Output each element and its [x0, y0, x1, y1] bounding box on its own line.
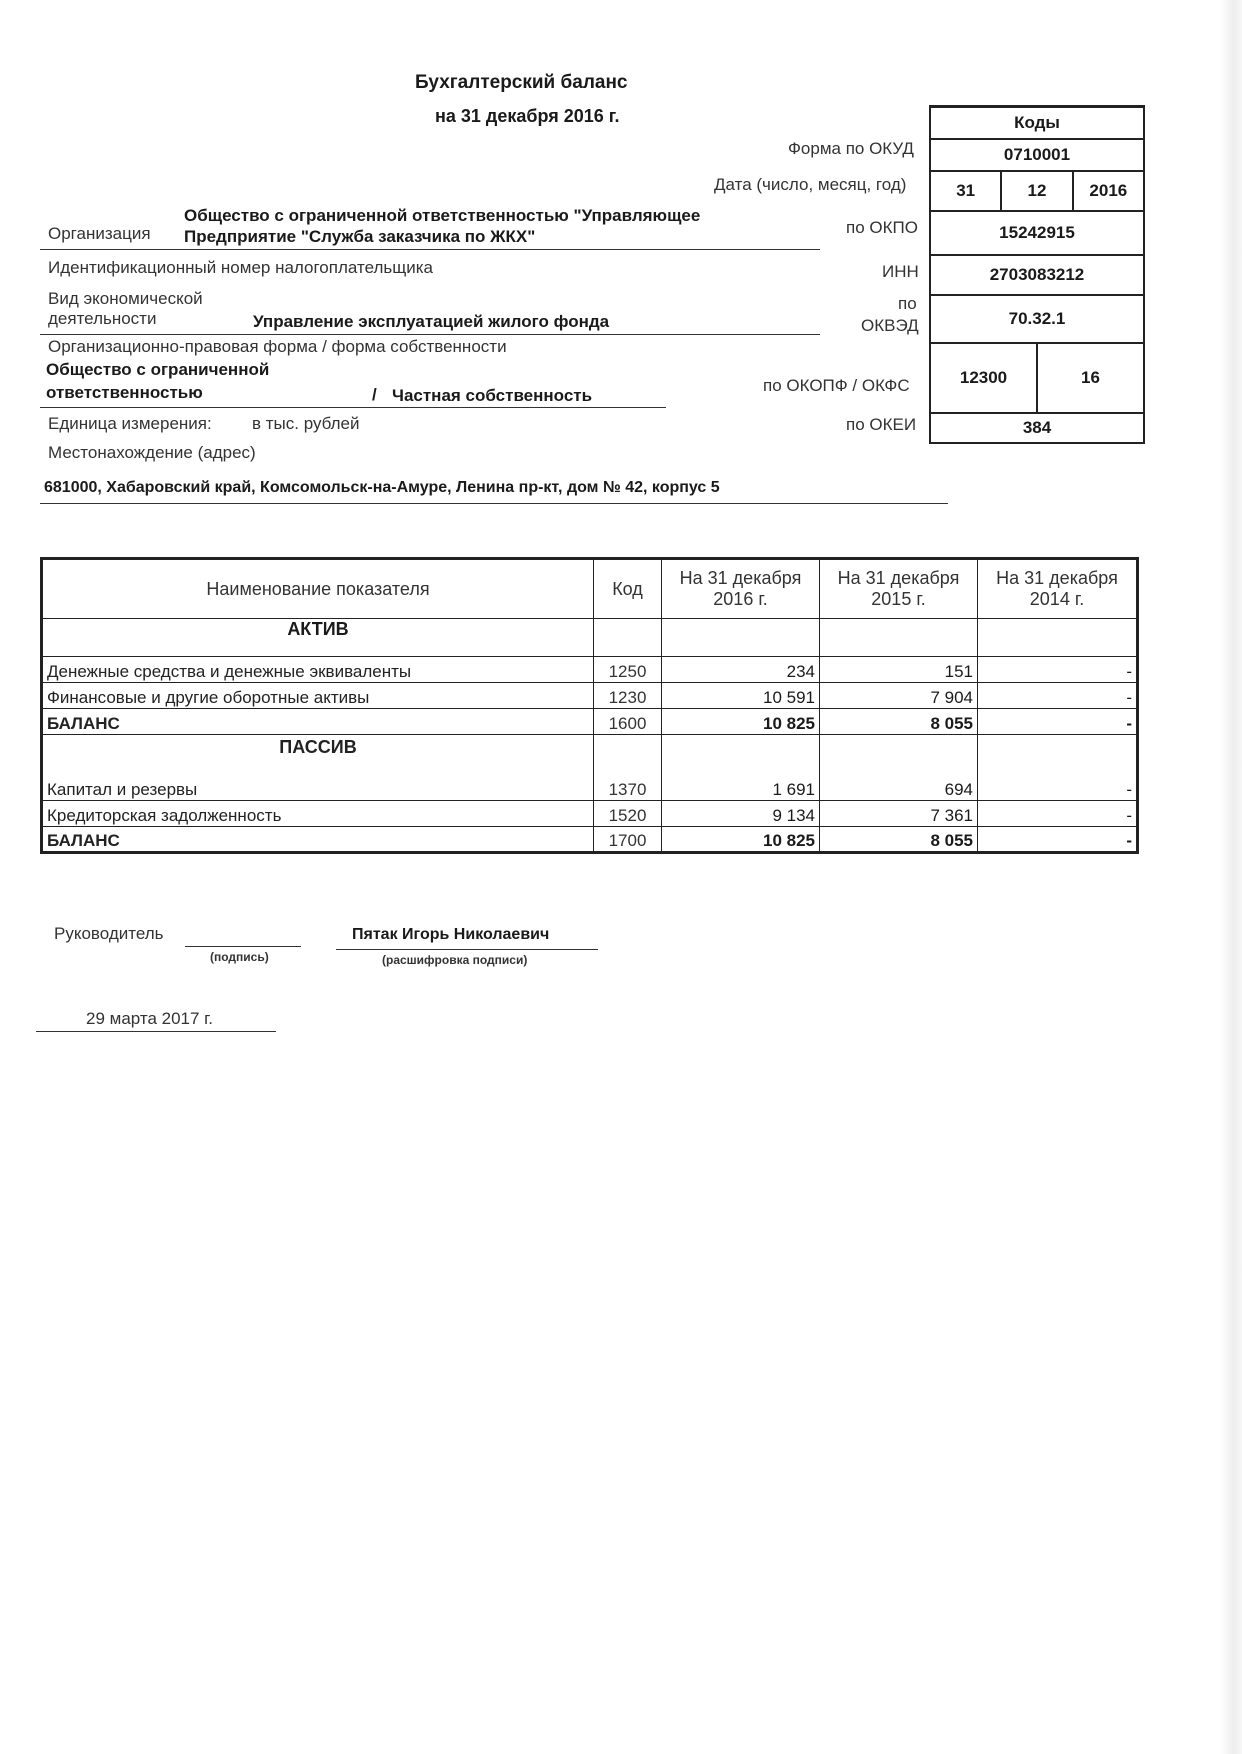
okei-code: 384 [1022, 418, 1052, 437]
row-code: 1230 [594, 683, 662, 709]
table-header-row [42, 559, 1138, 619]
table-row [42, 801, 1138, 827]
unit-label: Единица измерения: [48, 414, 212, 433]
signature-date: 29 марта 2017 г. [86, 1009, 214, 1028]
okopf-label: по ОКОПФ / ОКФС [763, 376, 910, 395]
inn-label: ИНН [882, 262, 919, 281]
ownership-value: Частная собственность [392, 386, 593, 405]
row-name: Денежные средства и денежные эквиваленты [42, 657, 594, 683]
date-year: 2016 [1072, 172, 1143, 210]
row-name: БАЛАНС [42, 827, 594, 853]
head-name-underline [336, 949, 598, 950]
row-2014: - [978, 801, 1138, 827]
row-2015: 7 904 [820, 683, 978, 709]
section-active: АКТИВ [42, 619, 594, 657]
col-name-header: Наименование показателя [42, 559, 594, 619]
legal-form-2: ответственностью [46, 383, 203, 402]
inn-field-label: Идентификационный номер налогоплательщика [48, 258, 433, 277]
row-code: 1520 [594, 801, 662, 827]
row-code: 1700 [594, 827, 662, 853]
head-name-caption: (расшифровка подписи) [382, 953, 528, 967]
okud-label: Форма по ОКУД [788, 139, 914, 158]
okei-label: по ОКЕИ [846, 415, 917, 434]
activity-underline [40, 334, 820, 335]
table-row [42, 657, 1138, 683]
activity-label-1: Вид экономической [48, 289, 203, 308]
page-subtitle: на 31 декабря 2016 г. [435, 106, 620, 126]
row-2014: - [978, 709, 1138, 735]
okpo-label: по ОКПО [846, 218, 918, 237]
scan-edge [1220, 0, 1242, 1754]
col-2015-header: На 31 декабря 2015 г. [820, 559, 978, 619]
row-2016: 10 591 [662, 683, 820, 709]
signature-line [185, 946, 301, 947]
activity-value: Управление эксплуатацией жилого фонда [253, 312, 610, 331]
row-2015: 694 [820, 735, 978, 801]
col-code-header: Код [594, 559, 662, 619]
legal-form-slash: / [372, 385, 377, 404]
signature-date-underline [36, 1031, 276, 1032]
row-code: 1370 [594, 735, 662, 801]
okfs-code: 16 [1036, 344, 1143, 412]
activity-label-2: деятельности [48, 309, 157, 328]
head-name: Пятак Игорь Николаевич [352, 926, 550, 943]
row-2014: - [978, 735, 1138, 801]
row-2015: 8 055 [820, 709, 978, 735]
row-name-with-section [42, 735, 594, 801]
okved-label-2: ОКВЭД [861, 316, 919, 335]
table-row [42, 735, 1138, 801]
signature-caption: (подпись) [210, 950, 269, 964]
row-code: 1250 [594, 657, 662, 683]
row-2014: - [978, 657, 1138, 683]
section-passive: ПАССИВ [279, 737, 357, 757]
row-2016: 1 691 [662, 735, 820, 801]
row-name: Капитал и резервы [47, 780, 198, 799]
row-2014: - [978, 827, 1138, 853]
row-name: Кредиторская задолженность [42, 801, 594, 827]
address-value: 681000, Хабаровский край, Комсомольск-на-Амуре, Ленина пр-кт, дом № 42, корпус 5 [44, 479, 720, 496]
row-2015: 7 361 [820, 801, 978, 827]
head-label: Руководитель [54, 924, 164, 943]
org-label: Организация [48, 224, 151, 243]
org-name-line1: Общество с ограниченной ответственностью "Управляющее [184, 206, 701, 225]
row-2016: 10 825 [662, 827, 820, 853]
okud-code: 0710001 [1003, 145, 1071, 164]
table-row-total [42, 827, 1138, 853]
row-2016: 9 134 [662, 801, 820, 827]
col-2014-header: На 31 декабря 2014 г. [978, 559, 1138, 619]
table-row-total [42, 709, 1138, 735]
section-row-active [42, 619, 1138, 657]
address-label: Местонахождение (адрес) [48, 443, 256, 462]
table-row [42, 683, 1138, 709]
legal-form-label: Организационно-правовая форма / форма собственности [48, 337, 507, 356]
date-day: 31 [956, 181, 976, 200]
org-name-line2: Предприятие "Служба заказчика по ЖКХ" [184, 227, 536, 246]
date-month: 12 [1000, 172, 1071, 210]
date-label: Дата (число, месяц, год) [714, 175, 907, 194]
row-2014: - [978, 683, 1138, 709]
page-title: Бухгалтерский баланс [415, 72, 628, 93]
address-underline [40, 503, 948, 504]
org-underline [40, 249, 820, 250]
okopf-code: 12300 [959, 368, 1008, 387]
okpo-code: 15242915 [999, 223, 1075, 242]
col-2016-header: На 31 декабря 2016 г. [662, 559, 820, 619]
legal-form-1: Общество с ограниченной [46, 360, 270, 379]
row-2015: 151 [820, 657, 978, 683]
okved-code: 70.32.1 [1008, 309, 1066, 328]
okved-label-1: по [898, 294, 917, 313]
unit-value: в тыс. рублей [252, 414, 360, 433]
row-name: Финансовые и другие оборотные активы [42, 683, 594, 709]
row-2016: 10 825 [662, 709, 820, 735]
inn-code: 2703083212 [989, 265, 1085, 284]
row-name: БАЛАНС [42, 709, 594, 735]
row-2016: 234 [662, 657, 820, 683]
row-code: 1600 [594, 709, 662, 735]
codes-box [929, 105, 1145, 444]
codes-heading: Коды [1014, 113, 1060, 132]
balance-table [40, 557, 1139, 854]
legal-form-underline [40, 407, 666, 408]
row-2015: 8 055 [820, 827, 978, 853]
